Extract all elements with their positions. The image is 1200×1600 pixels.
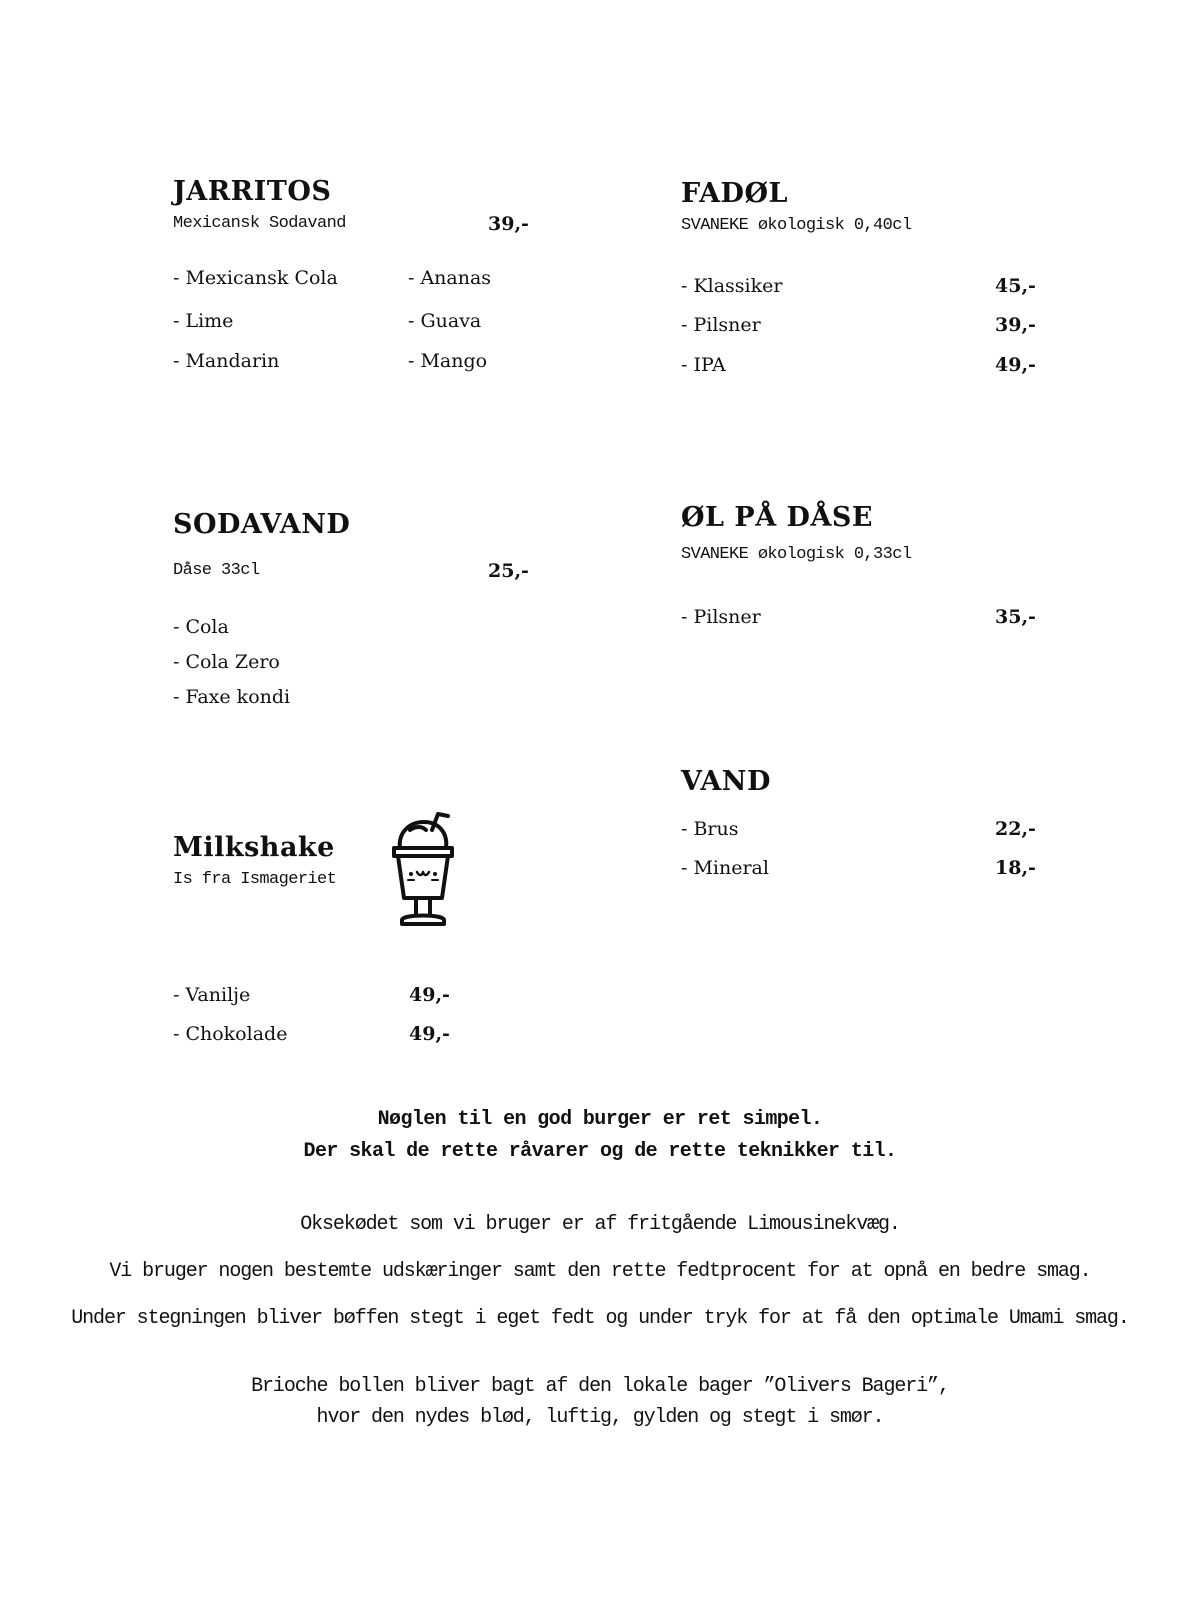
list-item: - Mango [408,350,488,372]
milkshake-icon [388,808,460,932]
footer-headline-1: Nøglen til en god burger er ret simpel. [377,1108,823,1131]
footer-paragraph: Oksekødet som vi bruger er af fritgående Limousinekvæg. [300,1213,900,1236]
item-price: 18,- [995,857,1036,879]
list-item: - Mandarin [173,350,280,372]
jarritos-price: 39,- [488,213,529,235]
item-price: 35,- [995,606,1036,628]
list-item: - Vanilje [173,984,251,1006]
list-item: - Mineral [681,857,769,879]
item-price: 45,- [995,275,1036,297]
list-item: - Faxe kondi [173,686,291,708]
sodavand-title: SODAVAND [173,509,351,540]
ol-paa-daase-subtitle: SVANEKE økologisk 0,33cl [681,545,912,564]
list-item: - Pilsner [681,606,761,628]
sodavand-price: 25,- [488,560,529,582]
list-item: - Guava [408,310,482,332]
item-price: 39,- [995,314,1036,336]
milkshake-title: Milkshake [173,832,335,863]
list-item: - Lime [173,310,234,332]
jarritos-subtitle: Mexicansk Sodavand [173,214,346,233]
item-price: 49,- [409,1023,450,1045]
vand-title: VAND [681,766,771,797]
footer-headline-2: Der skal de rette råvarer og de rette teknikker til. [303,1140,897,1163]
list-item: - IPA [681,354,726,376]
list-item: - Brus [681,818,739,840]
footer-paragraph: Brioche bollen bliver bagt af den lokale bager ”Olivers Bageri”, [251,1375,949,1398]
footer-paragraph: Vi bruger nogen bestemte udskæringer samt den rette fedtprocent for at opnå en bedre smag. [109,1260,1091,1283]
footer-paragraph: Under stegningen bliver bøffen stegt i eget fedt og under tryk for at få den optimale Umami smag. [71,1307,1129,1330]
item-price: 49,- [409,984,450,1006]
item-price: 22,- [995,818,1036,840]
ol-paa-daase-title: ØL PÅ DÅSE [681,502,873,533]
list-item: - Cola Zero [173,651,280,673]
list-item: - Ananas [408,267,492,289]
item-price: 49,- [995,354,1036,376]
fadol-subtitle: SVANEKE økologisk 0,40cl [681,216,912,235]
list-item: - Klassiker [681,275,783,297]
footer-paragraph: hvor den nydes blød, luftig, gylden og stegt i smør. [316,1406,884,1429]
list-item: - Chokolade [173,1023,288,1045]
list-item: - Cola [173,616,229,638]
milkshake-subtitle: Is fra Ismageriet [173,870,337,889]
list-item: - Mexicansk Cola [173,267,338,289]
fadol-title: FADØL [681,178,788,209]
list-item: - Pilsner [681,314,761,336]
sodavand-subtitle: Dåse 33cl [173,561,260,580]
jarritos-title: JARRITOS [173,176,332,207]
